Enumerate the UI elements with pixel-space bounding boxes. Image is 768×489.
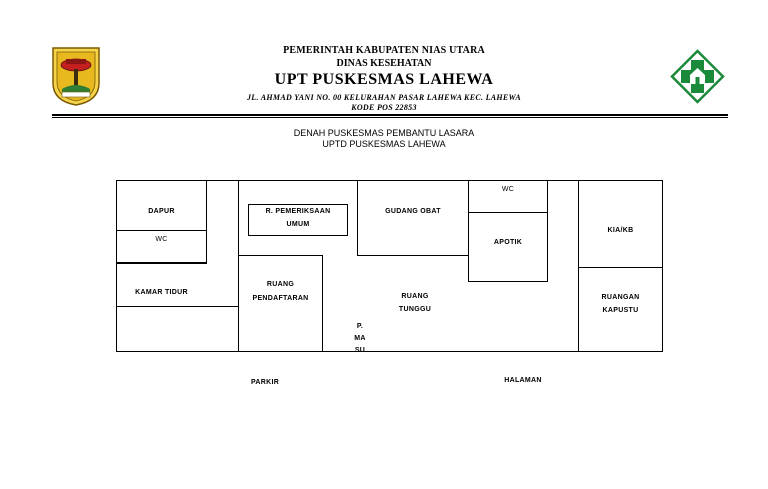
header-divider-thin [52, 117, 728, 118]
institution-title: UPT PUSKESMAS LAHEWA [274, 71, 494, 88]
wall-kia-kapustu [578, 267, 663, 268]
address-line: JL. AHMAD YANI NO. 00 KELURAHAN PASAR LAHEWA KEC. LAHEWA [246, 93, 522, 102]
wall-wc-kamar [116, 262, 207, 264]
room-label-ruang-tunggu-1: RUANG [401, 293, 429, 300]
wall-right-corridor [578, 180, 579, 352]
room-label-pemeriksaan-2: UMUM [286, 221, 310, 228]
room-label-apotik: APOTIK [493, 239, 523, 246]
room-label-pemeriksaan-1: R. PEMERIKSAAN [265, 208, 331, 215]
wall-left-wing [206, 180, 207, 264]
room-label-pendaftaran-2: PENDAFTARAN [252, 295, 309, 302]
room-label-kia-kb: KIA/KB [607, 227, 634, 234]
plan-title: DENAH PUSKESMAS PEMBANTU LASARA [293, 128, 475, 138]
room-label-pmasu-2: MA [354, 335, 366, 342]
room-label-pmasu-3: SU [354, 347, 366, 354]
postal-code-line: KODE POS 22853 [351, 103, 417, 112]
government-line: PEMERINTAH KABUPATEN NIAS UTARA [283, 45, 485, 56]
room-label-wc-top: WC [501, 186, 515, 193]
wall-kamar-bottom [116, 306, 238, 307]
room-label-pmasu-1: P. [356, 323, 364, 330]
department-line: DINAS KESEHATAN [336, 58, 432, 69]
room-label-kapustu-1: RUANGAN [601, 294, 640, 301]
room-label-ruang-tunggu-2: TUNGGU [398, 306, 432, 313]
room-gudang-obat [357, 180, 469, 256]
room-label-wc-left: WC [155, 236, 168, 243]
room-label-dapur: DAPUR [148, 208, 175, 215]
room-label-gudang-obat: GUDANG OBAT [385, 208, 441, 215]
plan-subtitle: UPTD PUSKESMAS LAHEWA [322, 139, 446, 149]
room-label-kapustu-2: KAPUSTU [602, 307, 639, 314]
outside-label-parkir: PARKIR [250, 379, 280, 386]
wall-dapur-wc [116, 230, 207, 231]
room-label-pendaftaran-1: RUANG [266, 281, 295, 288]
header-divider-thick [52, 114, 728, 116]
outside-label-halaman: HALAMAN [504, 377, 542, 384]
room-label-kamar-tidur: KAMAR TIDUR [135, 289, 188, 296]
